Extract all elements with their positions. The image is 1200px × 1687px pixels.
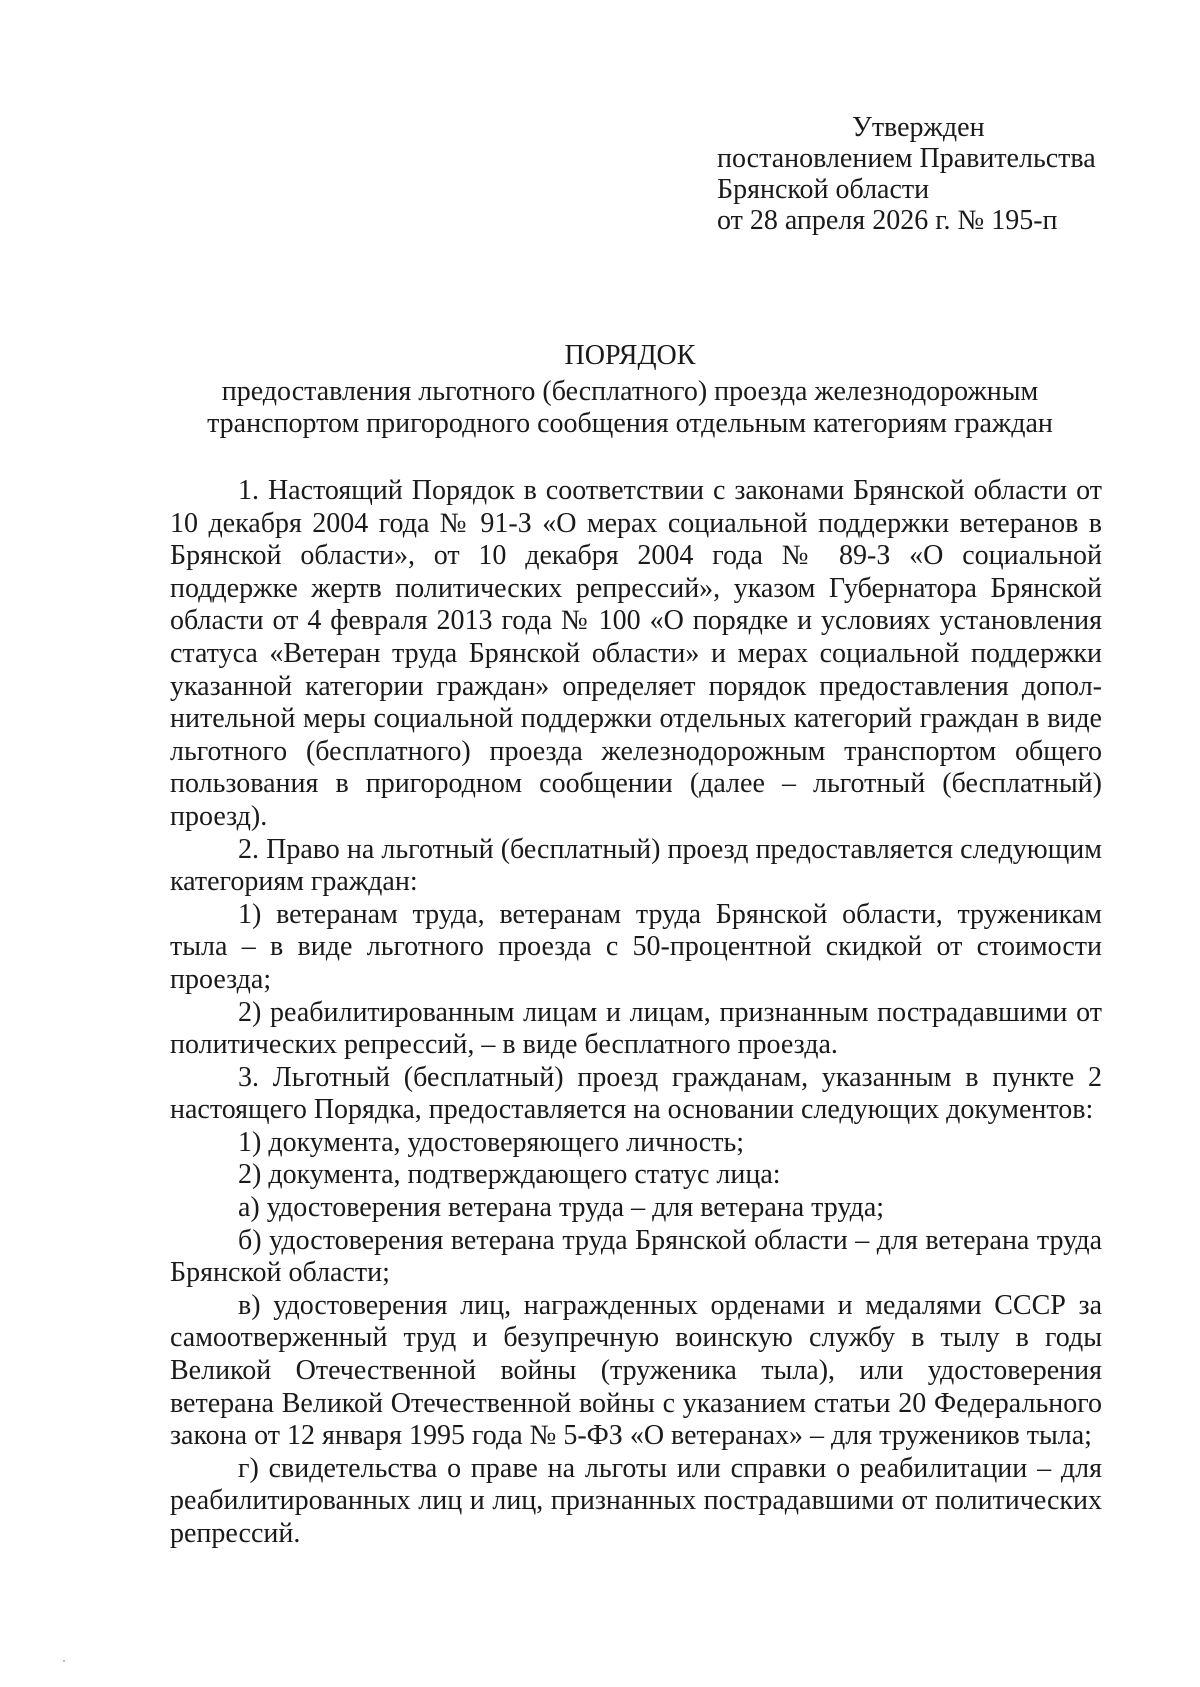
document-heading: [170, 340, 1090, 440]
document-title: ПОРЯДОК: [564, 340, 696, 371]
approval-date-number: от 28 апреля 2026 г. № 195-п: [717, 205, 1058, 236]
paragraph-3-item-2: 2) документа, подтверждающего статус лица:: [238, 1159, 781, 1191]
approval-authority: постановлением Правительства: [717, 143, 1096, 174]
paragraph-2-item-2: 2) реабилитированным лицам и лицам, признанным пострадавшими от политических репрессий, – в виде бесплатного проезда.: [170, 996, 1102, 1061]
scan-artifact-dot: [63, 1660, 65, 1662]
paragraph-3-subitem-b: б) удостоверения ветерана труда Брянской области – для ветерана труда Брянской области;: [170, 1224, 1102, 1289]
paragraph-3-subitem-g: г) свидетельства о праве на льготы или справки о реабилитации – для реабилитированных лиц и лиц, признанных пострадавшими от политических репрессий.: [170, 1452, 1102, 1549]
paragraph-3: 3. Льготный (бесплатный) проезд гражданам, указанным в пункте 2 настоящего Порядка, предоставляется на основании следующих документов:: [170, 1061, 1102, 1126]
paragraph-2-item-1: 1) ветеранам труда, ветеранам труда Брянской области, труженикам тыла – в виде льготного проезда с 50-процентной скидкой от стоимости проезда;: [170, 898, 1102, 995]
document-subtitle: предоставления льготного (бесплатного) проезда железнодорожным транспортом пригородного сообщения отдельным категориям граждан: [207, 376, 1053, 439]
document-body: [170, 475, 1102, 1551]
paragraph-2: 2. Право на льготный (бесплатный) проезд предоставляется следующим категориям граждан:: [170, 833, 1102, 898]
approval-region: Брянской области: [717, 174, 930, 205]
approval-stamp: [717, 112, 1096, 236]
paragraph-3-subitem-a: а) удостоверения ветерана труда – для ветерана труда;: [238, 1192, 885, 1224]
approval-heading: Утвержден: [852, 112, 985, 143]
paragraph-3-subitem-v: в) удостоверения лиц, награжденных орденами и медалями СССР за самоотверженный труд и безупречную воинскую службу в тылу в годы Великой Отечественной войны (труженика тыла), или удостоверения ветерана Великой Отечественной войны с указанием статьи 20 Федерального закона от 12 января 1995 года № 5-ФЗ «О ветеранах» – для тружеников тыла;: [170, 1289, 1102, 1452]
paragraph-3-item-1: 1) документа, удостоверяющего личность;: [238, 1126, 745, 1158]
paragraph-1: 1. Настоящий Порядок в соответствии с законами Брянской области от 10 декабря 2004 года № 91-З «О мерах социальной поддержки ветеранов в Брянской области», от 10 декабря 2004 года № 89-З «О социальной поддержке жертв политических репрессий», указом Губернатора Брянской области от 4 февраля 2013 года № 100 «О порядке и условиях установления статуса «Ветеран труда Брянской области» и мерах социальной поддержки указанной категории граждан» определяет порядок предоставления дополнительной меры социальной поддержки отдельных категорий граждан в виде льготного (бесплатного) проезда железнодорожным транспортом общего пользования в пригородном сообщении (далее – льготный (бесплатный) проезд).: [170, 475, 1102, 832]
